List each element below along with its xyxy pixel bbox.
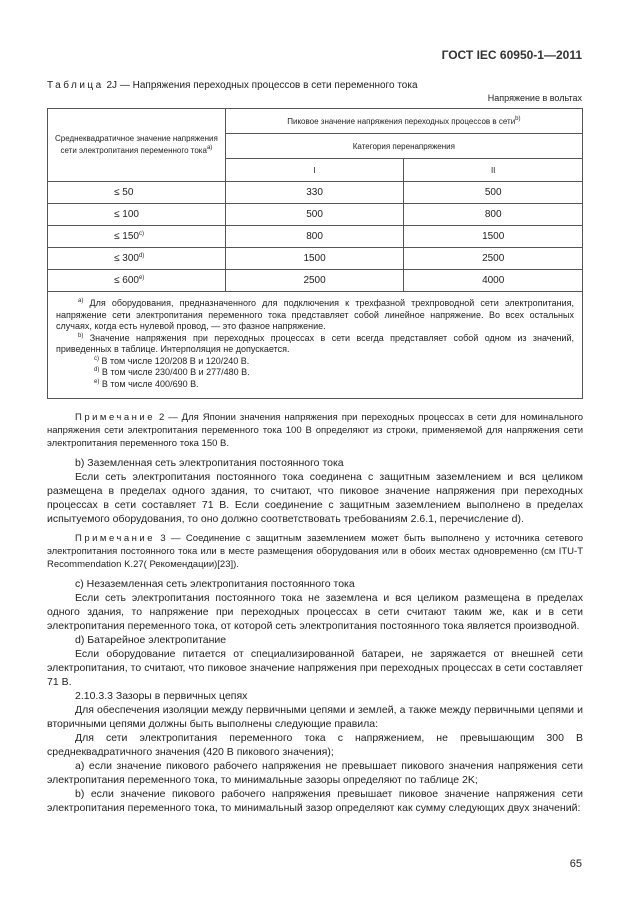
footnote-marker: a) xyxy=(78,298,84,304)
category-ii-cell: 800 xyxy=(404,204,583,226)
section-c-title: c) Незаземленная сеть электропитания постоянного тока xyxy=(75,578,355,590)
footnote xyxy=(56,379,574,391)
footnote-marker: c) xyxy=(94,355,99,362)
table-row xyxy=(48,204,583,226)
section-paragraph: Для сети электропитания переменного тока с напряжением, не превышающим 300 В среднеквадратичного значения (420 В пикового значения); xyxy=(47,732,583,758)
col1-header-text: Среднеквадратичное значение напряжения сети электропитания переменного тока xyxy=(54,134,218,155)
voltage-cell xyxy=(48,182,226,204)
category-i-cell: 1500 xyxy=(225,248,404,270)
voltage-value: ≤ 300 xyxy=(114,253,139,264)
voltage-value: ≤ 50 xyxy=(114,187,134,198)
section-d-title: d) Батарейное электропитание xyxy=(75,634,227,646)
category-i-header: I xyxy=(225,159,404,182)
table-row xyxy=(48,226,583,248)
footnote-marker: b) xyxy=(78,332,84,339)
col1-header-sup: a) xyxy=(206,145,213,151)
peak-header-text: Пиковое значение напряжения переходных процессов в сети xyxy=(287,116,516,126)
table-units: Напряжение в вольтах xyxy=(487,93,582,103)
voltage-value: ≤ 150 xyxy=(114,231,139,242)
table-caption xyxy=(47,80,418,91)
body-text xyxy=(47,411,583,815)
category-ii-cell: 4000 xyxy=(404,270,583,292)
table-footnotes xyxy=(48,292,583,399)
voltage-cell xyxy=(48,226,226,248)
footnote-text: В том числе 120/208 В и 120/240 В. xyxy=(101,355,250,366)
voltage-cell xyxy=(48,248,226,270)
note-3-text: 3 — Соединение с защитным заземлением может быть выполнено у источника сетевого электропитания постоянного тока или в месте размещения оборудования или в обоих местах одновременно (см ITU-T Recommendation K.27( Рекомендации)[23]). xyxy=(47,533,584,570)
section-d-text: Если оборудование питается от специализированной батареи, не заряжается от внешней сети электропитания, то считают, что пиковое значение напряжения при переходных процессах в сети составляет 71 В. xyxy=(47,648,583,688)
category-ii-cell: 2500 xyxy=(404,248,583,270)
voltage-cell xyxy=(48,204,226,226)
page-number: 65 xyxy=(569,858,582,870)
note-2-text: 2 — Для Японии значения напряжения при переходных процессах в сети для номинального напряжения сети электропитания переменного тока 100 В определяют из строки, применяемой для напряжения сети электропитания переменного тока 150 В. xyxy=(47,412,584,449)
footnote xyxy=(56,367,574,379)
table-row xyxy=(48,182,583,204)
note-3-label: Примечание xyxy=(75,533,155,544)
rule-a: а) если значение пикового рабочего напряжения не превышает пикового значения напряжения сети электропитания переменного тока, то минимальные зазоры определяют по таблице 2K; xyxy=(47,760,583,786)
standard-code: ГОСТ IEC 60950-1—2011 xyxy=(441,48,582,62)
section-b-title: b) Заземленная сеть электропитания постоянного тока xyxy=(75,457,344,469)
note-2 xyxy=(47,411,583,450)
section-b-text: Если сеть электропитания постоянного тока соединена с защитным заземлением и вся целиком размещена в пределах одного здания, то считают, что пиковое значение напряжения при переходных процессах в сети составляет 71 В. Если соединение с защитным заземлением выполнено в пределах испытуемого оборудования, то оно должно соответствовать требованиям 2.6.1, перечисление d). xyxy=(47,471,583,525)
footnote xyxy=(56,298,574,333)
category-header: Категория перенапряжения xyxy=(225,134,582,159)
voltage-value: ≤ 100 xyxy=(114,209,139,220)
section-paragraph: Для обеспечения изоляции между первичными цепями и землей, а также между первичными цепями и вторичными цепями должны быть выполнены следующие правила: xyxy=(47,704,583,730)
table-caption-text: 2J — Напряжения переходных процессов в сети переменного тока xyxy=(106,80,418,91)
table-caption-label: Таблица xyxy=(47,80,104,91)
col1-header xyxy=(48,109,226,182)
section-title: 2.10.3.3 Зазоры в первичных цепях xyxy=(75,690,248,702)
peak-header-sup: b) xyxy=(515,115,521,122)
voltage-table xyxy=(47,108,583,399)
category-i-cell: 330 xyxy=(225,182,404,204)
category-ii-cell: 500 xyxy=(404,182,583,204)
section-c-text: Если сеть электропитания постоянного тока не заземлена и вся целиком размещена в пределах одного здания, то напряжение при переходных процессах в сети считают таким же, как и в сети электропитания переменного тока, от которой сеть электропитания постоянного тока является производной. xyxy=(47,592,583,632)
category-i-cell: 2500 xyxy=(225,270,404,292)
category-ii-header: II xyxy=(404,159,583,182)
voltage-sup: e) xyxy=(138,275,145,281)
category-i-cell: 500 xyxy=(225,204,404,226)
rule-b: b) если значение пикового рабочего напряжения превышает пиковое значение напряжения сети электропитания переменного тока, то минимальный зазор определяют как сумму следующих двух значений: xyxy=(47,788,583,814)
footnote-text: Значение напряжения при переходных процессах в сети всегда представляет собой одном из значений, приведенных в таблице. Интерполяция не допускается. xyxy=(56,332,574,354)
table-row xyxy=(48,270,583,292)
category-ii-cell: 1500 xyxy=(404,226,583,248)
footnote xyxy=(56,333,574,356)
note-3 xyxy=(47,532,583,571)
note-2-label: Примечание xyxy=(75,412,155,423)
voltage-sup: d) xyxy=(138,253,145,259)
peak-header xyxy=(225,109,582,134)
category-i-cell: 800 xyxy=(225,226,404,248)
footnote-marker: e) xyxy=(94,378,100,385)
footnote-text: Для оборудования, предназначенного для подключения к трехфазной трехпроводной сети электропитания, напряжение сети электропитания переменного тока представляет собой линейное напряжение. Во всех остальных случаях, когда есть нулевой провод, — это фазное напряжение. xyxy=(56,298,574,331)
voltage-value: ≤ 600 xyxy=(114,275,139,286)
footnote-text: В том числе 400/690 В. xyxy=(101,378,199,389)
footnote-marker: d) xyxy=(94,367,100,373)
footnote-text: В том числе 230/400 В и 277/480 В. xyxy=(101,367,250,377)
footnote xyxy=(56,356,574,368)
voltage-cell xyxy=(48,270,226,292)
table-row xyxy=(48,248,583,270)
voltage-sup: c) xyxy=(138,231,144,237)
